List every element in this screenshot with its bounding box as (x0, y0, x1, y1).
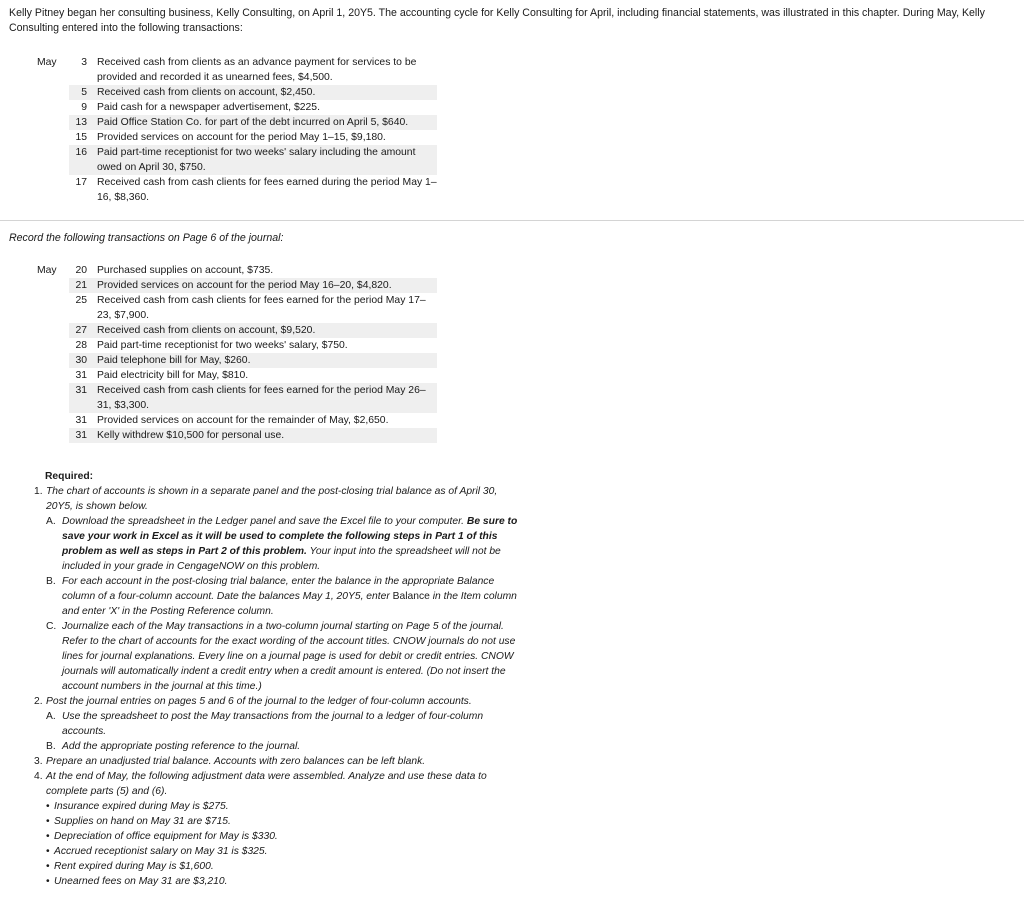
item-letter: B. (46, 576, 56, 587)
transaction-month (37, 145, 69, 175)
transaction-day: 20 (75, 265, 87, 276)
item-text: For each account in the post-closing trial balance, enter the balance in the appropriate Balance column of a four-column account. Date the balances May 1, 20Y5, enter (62, 576, 495, 602)
transaction-month (37, 413, 69, 428)
transaction-month (37, 368, 69, 383)
transaction-month: May (37, 265, 57, 276)
item-letter: A. (46, 711, 56, 722)
bullet-text: Unearned fees on May 31 are $3,210. (54, 876, 228, 887)
adjustment-bullet (34, 874, 524, 889)
transaction-description: Kelly withdrew $10,500 for personal use. (93, 428, 437, 443)
item-text: in the Item column and enter 'X' in the Posting Reference column. (62, 591, 517, 617)
adjustment-bullet (34, 859, 524, 874)
transaction-row (37, 383, 437, 413)
item-text: Prepare an unadjusted trial balance. Accounts with zero balances can be left blank. (46, 756, 426, 767)
transaction-day: 27 (69, 323, 93, 338)
required-item-1 (34, 484, 524, 514)
bullet-text: Insurance expired during May is $275. (54, 801, 229, 812)
transaction-row (37, 145, 437, 175)
transaction-row (37, 278, 437, 293)
item-text: Use the spreadsheet to post the May transactions from the journal to a ledger of four-column accounts. (62, 711, 484, 737)
adjustment-bullet (34, 799, 524, 814)
transaction-day: 28 (75, 340, 87, 351)
transaction-day: 15 (75, 132, 87, 143)
item-text: Download the spreadsheet in the Ledger panel and save the Excel file to your computer. (62, 516, 465, 527)
item-text: At the end of May, the following adjustment data were assembled. Analyze and use these data to complete parts (5) and (6). (46, 771, 487, 797)
bullet-text: Rent expired during May is $1,600. (54, 861, 214, 872)
transaction-day: 17 (75, 177, 87, 188)
required-item-4 (34, 769, 524, 799)
item-number: 3. (34, 756, 43, 767)
required-item-2b (34, 739, 524, 754)
transaction-row (37, 368, 437, 383)
transaction-row (37, 100, 437, 115)
required-item-1c (34, 619, 524, 694)
transactions-table-part1 (37, 55, 437, 205)
transaction-description: Paid part-time receptionist for two weeks' salary including the amount owed on April 30, $750. (93, 145, 437, 175)
transaction-description: Received cash from clients on account, $2,450. (93, 85, 437, 100)
transaction-day: 13 (69, 115, 93, 130)
transaction-description: Provided services on account for the remainder of May, $2,650. (97, 415, 389, 426)
transaction-description: Paid telephone bill for May, $260. (93, 353, 437, 368)
item-text: Your input into the spreadsheet will not be included in your grade in CengageNOW on this problem. (62, 546, 501, 572)
transaction-row (37, 428, 437, 443)
item-plain-text: Balance (392, 591, 430, 602)
transaction-row (37, 338, 437, 353)
item-text: The chart of accounts is shown in a separate panel and the post-closing trial balance as of April 30, 20Y5, is shown below. (46, 486, 498, 512)
transaction-row (37, 130, 437, 145)
bullet-icon: • (46, 846, 50, 857)
transaction-day: 30 (69, 353, 93, 368)
bullet-icon: • (46, 801, 50, 812)
bullet-text: Depreciation of office equipment for May is $330. (54, 831, 278, 842)
item-letter: A. (46, 516, 56, 527)
transaction-month (37, 353, 69, 368)
transaction-month (37, 278, 69, 293)
transaction-month (37, 115, 69, 130)
transaction-description: Paid cash for a newspaper advertisement, $225. (97, 102, 320, 113)
transaction-month (37, 293, 69, 323)
transaction-description: Received cash from clients as an advance payment for services to be provided and recorded it as unearned fees, $4,500. (97, 57, 417, 83)
transaction-month (37, 428, 69, 443)
transaction-day: 21 (69, 278, 93, 293)
bullet-text: Supplies on hand on May 31 are $715. (54, 816, 231, 827)
bullet-text: Accrued receptionist salary on May 31 is $325. (54, 846, 268, 857)
transaction-row (37, 353, 437, 368)
transaction-day: 31 (75, 370, 87, 381)
problem-intro: Kelly Pitney began her consulting business, Kelly Consulting, on April 1, 20Y5. The accounting cycle for Kelly Consulting for April, including financial statements, was illustrated in this chapter. During May, Kelly Consulting entered into the following transactions: (9, 7, 985, 34)
transaction-row (37, 293, 437, 323)
required-item-1a (34, 514, 524, 574)
required-item-2 (34, 694, 524, 709)
transaction-description: Received cash from cash clients for fees earned for the period May 26–31, $3,300. (93, 383, 437, 413)
transaction-month (37, 100, 69, 115)
required-item-2a (34, 709, 524, 739)
adjustment-bullet (34, 844, 524, 859)
transaction-description: Paid part-time receptionist for two weeks' salary, $750. (97, 340, 348, 351)
transaction-month (37, 383, 69, 413)
transaction-row (37, 175, 437, 205)
adjustment-data-list (34, 799, 524, 889)
adjustment-bullet (34, 814, 524, 829)
transaction-day: 3 (81, 57, 87, 68)
required-section (34, 469, 524, 889)
item-text: Add the appropriate posting reference to the journal. (62, 741, 301, 752)
transaction-row (37, 85, 437, 100)
transaction-description: Provided services on account for the period May 1–15, $9,180. (97, 132, 386, 143)
transaction-month (37, 175, 69, 205)
item-letter: B. (46, 741, 56, 752)
bullet-icon: • (46, 876, 50, 887)
transaction-day: 16 (69, 145, 93, 175)
transaction-day: 31 (69, 428, 93, 443)
transaction-day: 31 (75, 415, 87, 426)
item-bold-text: Be sure to save your work in Excel as it will be used to complete the following steps in Part 1 of this problem as well as steps in Part 2 of this problem. (62, 516, 518, 557)
transaction-month (37, 338, 69, 353)
required-item-1b (34, 574, 524, 619)
transaction-day: 5 (69, 85, 93, 100)
required-title: Required: (45, 471, 94, 482)
transaction-month (37, 130, 69, 145)
bullet-icon: • (46, 831, 50, 842)
section-divider (0, 220, 1024, 221)
transaction-month: May (37, 57, 57, 68)
section2-label: Record the following transactions on Page 6 of the journal: (9, 232, 284, 244)
required-item-3 (34, 754, 524, 769)
transactions-table-part2 (37, 263, 437, 443)
transaction-description: Received cash from clients on account, $9,520. (93, 323, 437, 338)
transaction-row (37, 323, 437, 338)
item-text: Post the journal entries on pages 5 and 6 of the journal to the ledger of four-column accounts. (46, 696, 472, 707)
transaction-description: Received cash from cash clients for fees earned for the period May 17–23, $7,900. (97, 295, 426, 321)
transaction-day: 31 (69, 383, 93, 413)
transaction-day: 25 (75, 295, 87, 306)
transaction-month (37, 323, 69, 338)
transaction-row (37, 55, 437, 85)
bullet-icon: • (46, 816, 50, 827)
transaction-row (37, 413, 437, 428)
transaction-row (37, 263, 437, 278)
transaction-row (37, 115, 437, 130)
bullet-icon: • (46, 861, 50, 872)
transaction-description: Purchased supplies on account, $735. (97, 265, 274, 276)
transaction-description: Provided services on account for the period May 16–20, $4,820. (93, 278, 437, 293)
transaction-month (37, 85, 69, 100)
item-number: 1. (34, 486, 43, 497)
transaction-description: Received cash from cash clients for fees earned during the period May 1–16, $8,360. (97, 177, 437, 203)
adjustment-bullet (34, 829, 524, 844)
transaction-description: Paid Office Station Co. for part of the debt incurred on April 5, $640. (93, 115, 437, 130)
transaction-description: Paid electricity bill for May, $810. (97, 370, 249, 381)
item-number: 4. (34, 771, 43, 782)
item-letter: C. (46, 621, 57, 632)
item-number: 2. (34, 696, 43, 707)
transaction-day: 9 (81, 102, 87, 113)
item-text: Journalize each of the May transactions in a two-column journal starting on Page 5 of the journal. Refer to the chart of accounts for the exact wording of the account titles. CNOW journals do not use lines for journal explanations. Every line on a journal page is used for debit or credit entries. CNOW journals will automatically indent a credit entry when a credit amount is entered. (Do not insert the account numbers in the journal at this time.) (62, 621, 516, 692)
